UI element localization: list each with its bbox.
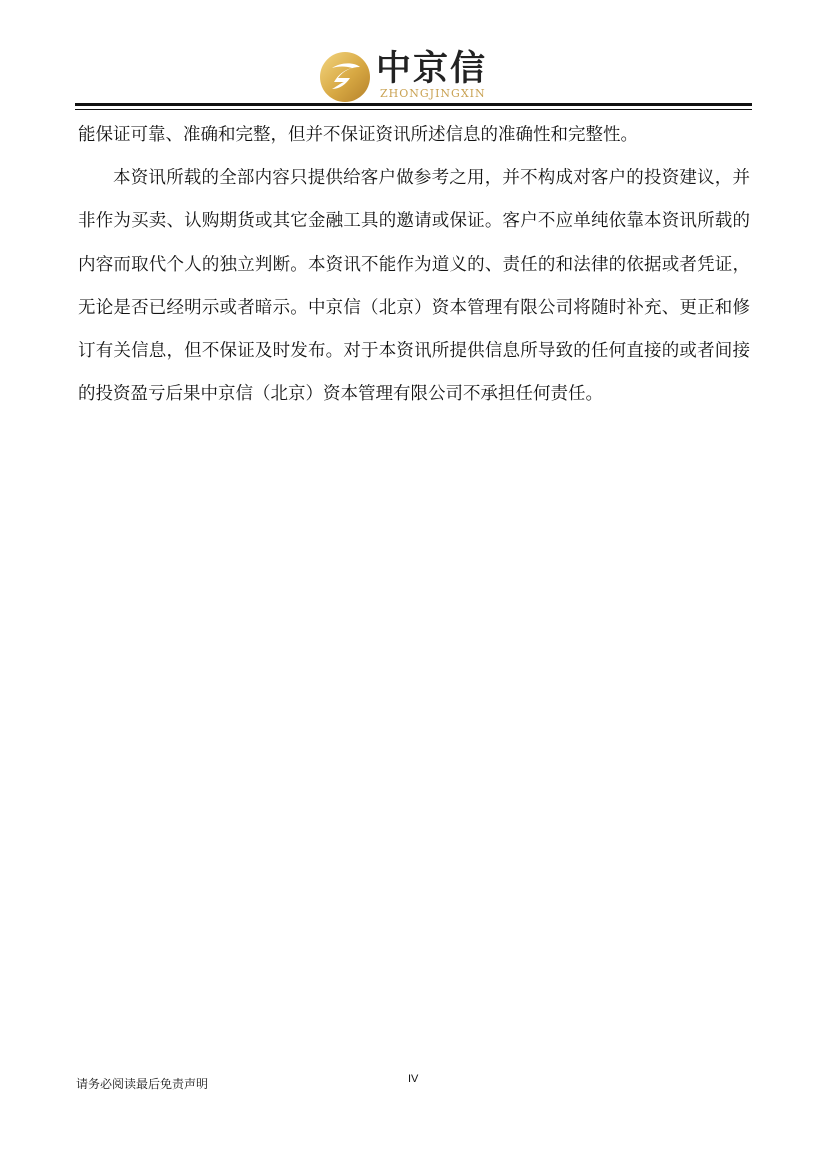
footer-disclaimer-notice: 请务必阅读最后免责声明 <box>76 1077 209 1091</box>
paragraph-disclaimer: 本资讯所载的全部内容只提供给客户做参考之用，并不构成对客户的投资建议，并非作为买卖、认购期货或其它金融工具的邀请或保证。客户不应单纯依靠本资讯所载的内容而取代个人的独立判断。本资讯不能作为道义的、责任的和法律的依据或者凭证，无论是否已经明示或者暗示。中京信（北京）资本管理有限公司将随时补充、更正和修订有关信息，但不保证及时发布。对于本资讯所提供信息所导致的任何直接的或者间接的投资盈亏后果中京信（北京）资本管理有限公司不承担任何责任。 <box>78 168 750 405</box>
header-divider-thick <box>75 103 752 106</box>
page-header <box>0 0 827 112</box>
header-divider-thin <box>75 109 752 110</box>
disclaimer-body <box>78 114 750 416</box>
company-logo-text: 中京信 <box>376 49 488 89</box>
company-logo-pinyin: ZHONGJINGXIN <box>380 87 486 100</box>
paragraph-continuation: 能保证可靠、准确和完整，但并不保证资讯所述信息的准确性和完整性。 <box>78 125 638 145</box>
page-number: IV <box>408 1073 419 1085</box>
zhongjingxin-logo-icon <box>319 51 371 103</box>
